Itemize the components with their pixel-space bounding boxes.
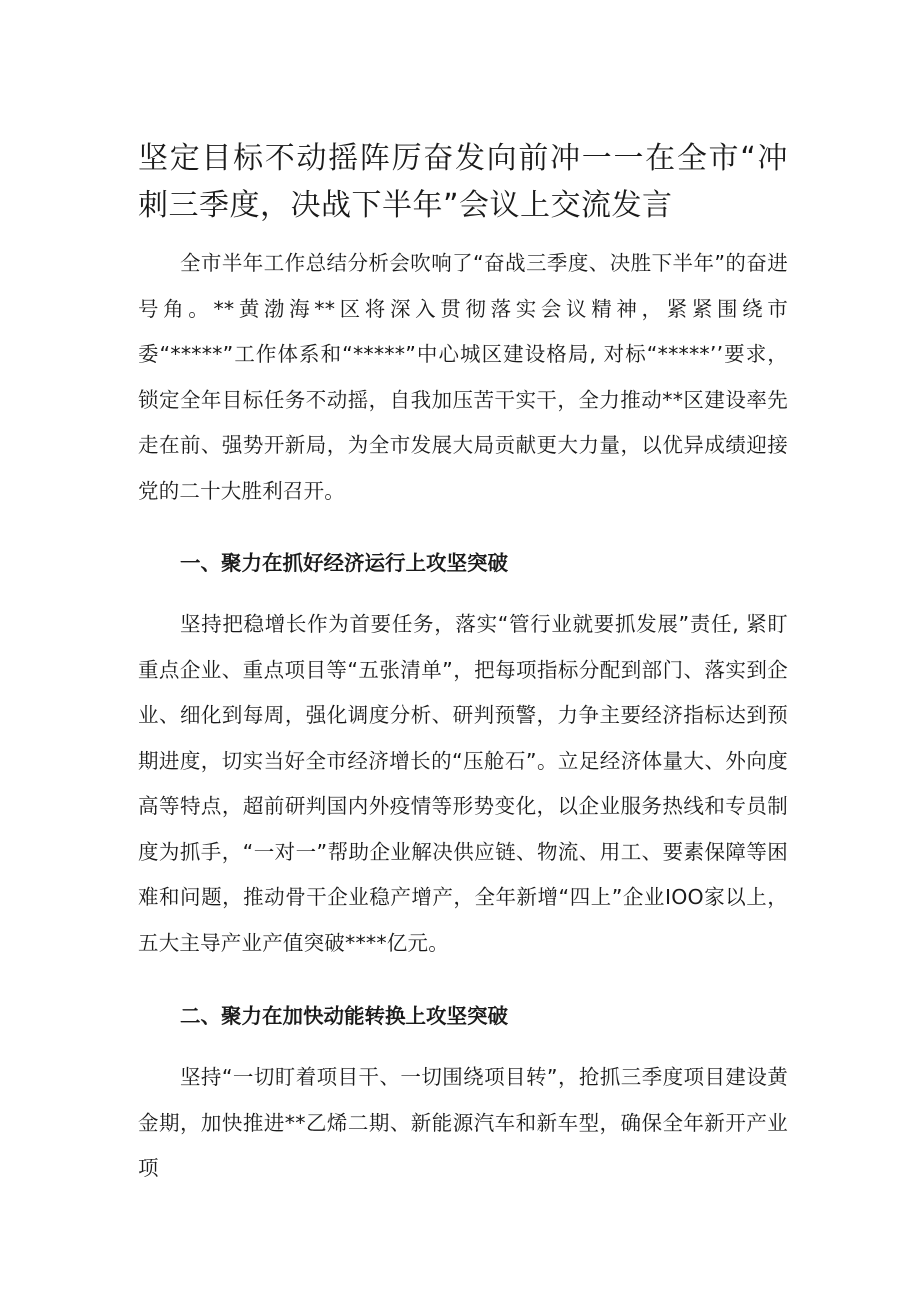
intro-paragraph: 全市半年工作总结分析会吹响了“奋战三季度、决胜下半年”的奋进号角。**黄渤海**区将深入贯彻落实会议精神，紧紧围绕市委“*****”工作体系和“*****”中心城区建设格局, 对标“*****’’要求，锁定全年目标任务不动摇，自我加压苦干实干，全力推动**区建设率先走在前、强势开新局，为全市发展大局贡献更大力量，以优异成绩迎接党的二十大胜利召开。 [138, 251, 788, 503]
section-heading-1: 一、聚力在抓好经济运行上攻坚突破 [180, 551, 508, 575]
section-heading-2: 二、聚力在加快动能转换上攻坚突破 [180, 1004, 508, 1028]
document-title: 坚定目标不动摇阵厉奋发向前冲一一在全市“冲刺三季度，决战下半年”会议上交流发言 [138, 141, 788, 223]
section-1-paragraph: 坚持把稳增长作为首要任务，落实“管行业就要抓发展”责任, 紧盯重点企业、重点项目等“五张清单”，把每项指标分配到部门、落实到企业、细化到每周，强化调度分析、研判预警，力争主要经济指标达到预期进度，切实当好全市经济增长的“压舱石”。立足经济体量大、外向度高等特点，超前研判国内外疫情等形势变化，以企业服务热线和专员制度为抓手，“一对一”帮助企业解决供应链、物流、用工、要素保障等困难和问题，推动骨干企业稳产增产，全年新增“四上”企业IOO家以上，五大主导产业产值突破****亿元。 [138, 612, 788, 955]
section-2-paragraph: 坚持“一切盯着项目干、一切围绕项目转”，抢抓三季度项目建设黄金期，加快推进**乙烯二期、新能源汽车和新车型，确保全年新开产业项 [138, 1065, 788, 1180]
